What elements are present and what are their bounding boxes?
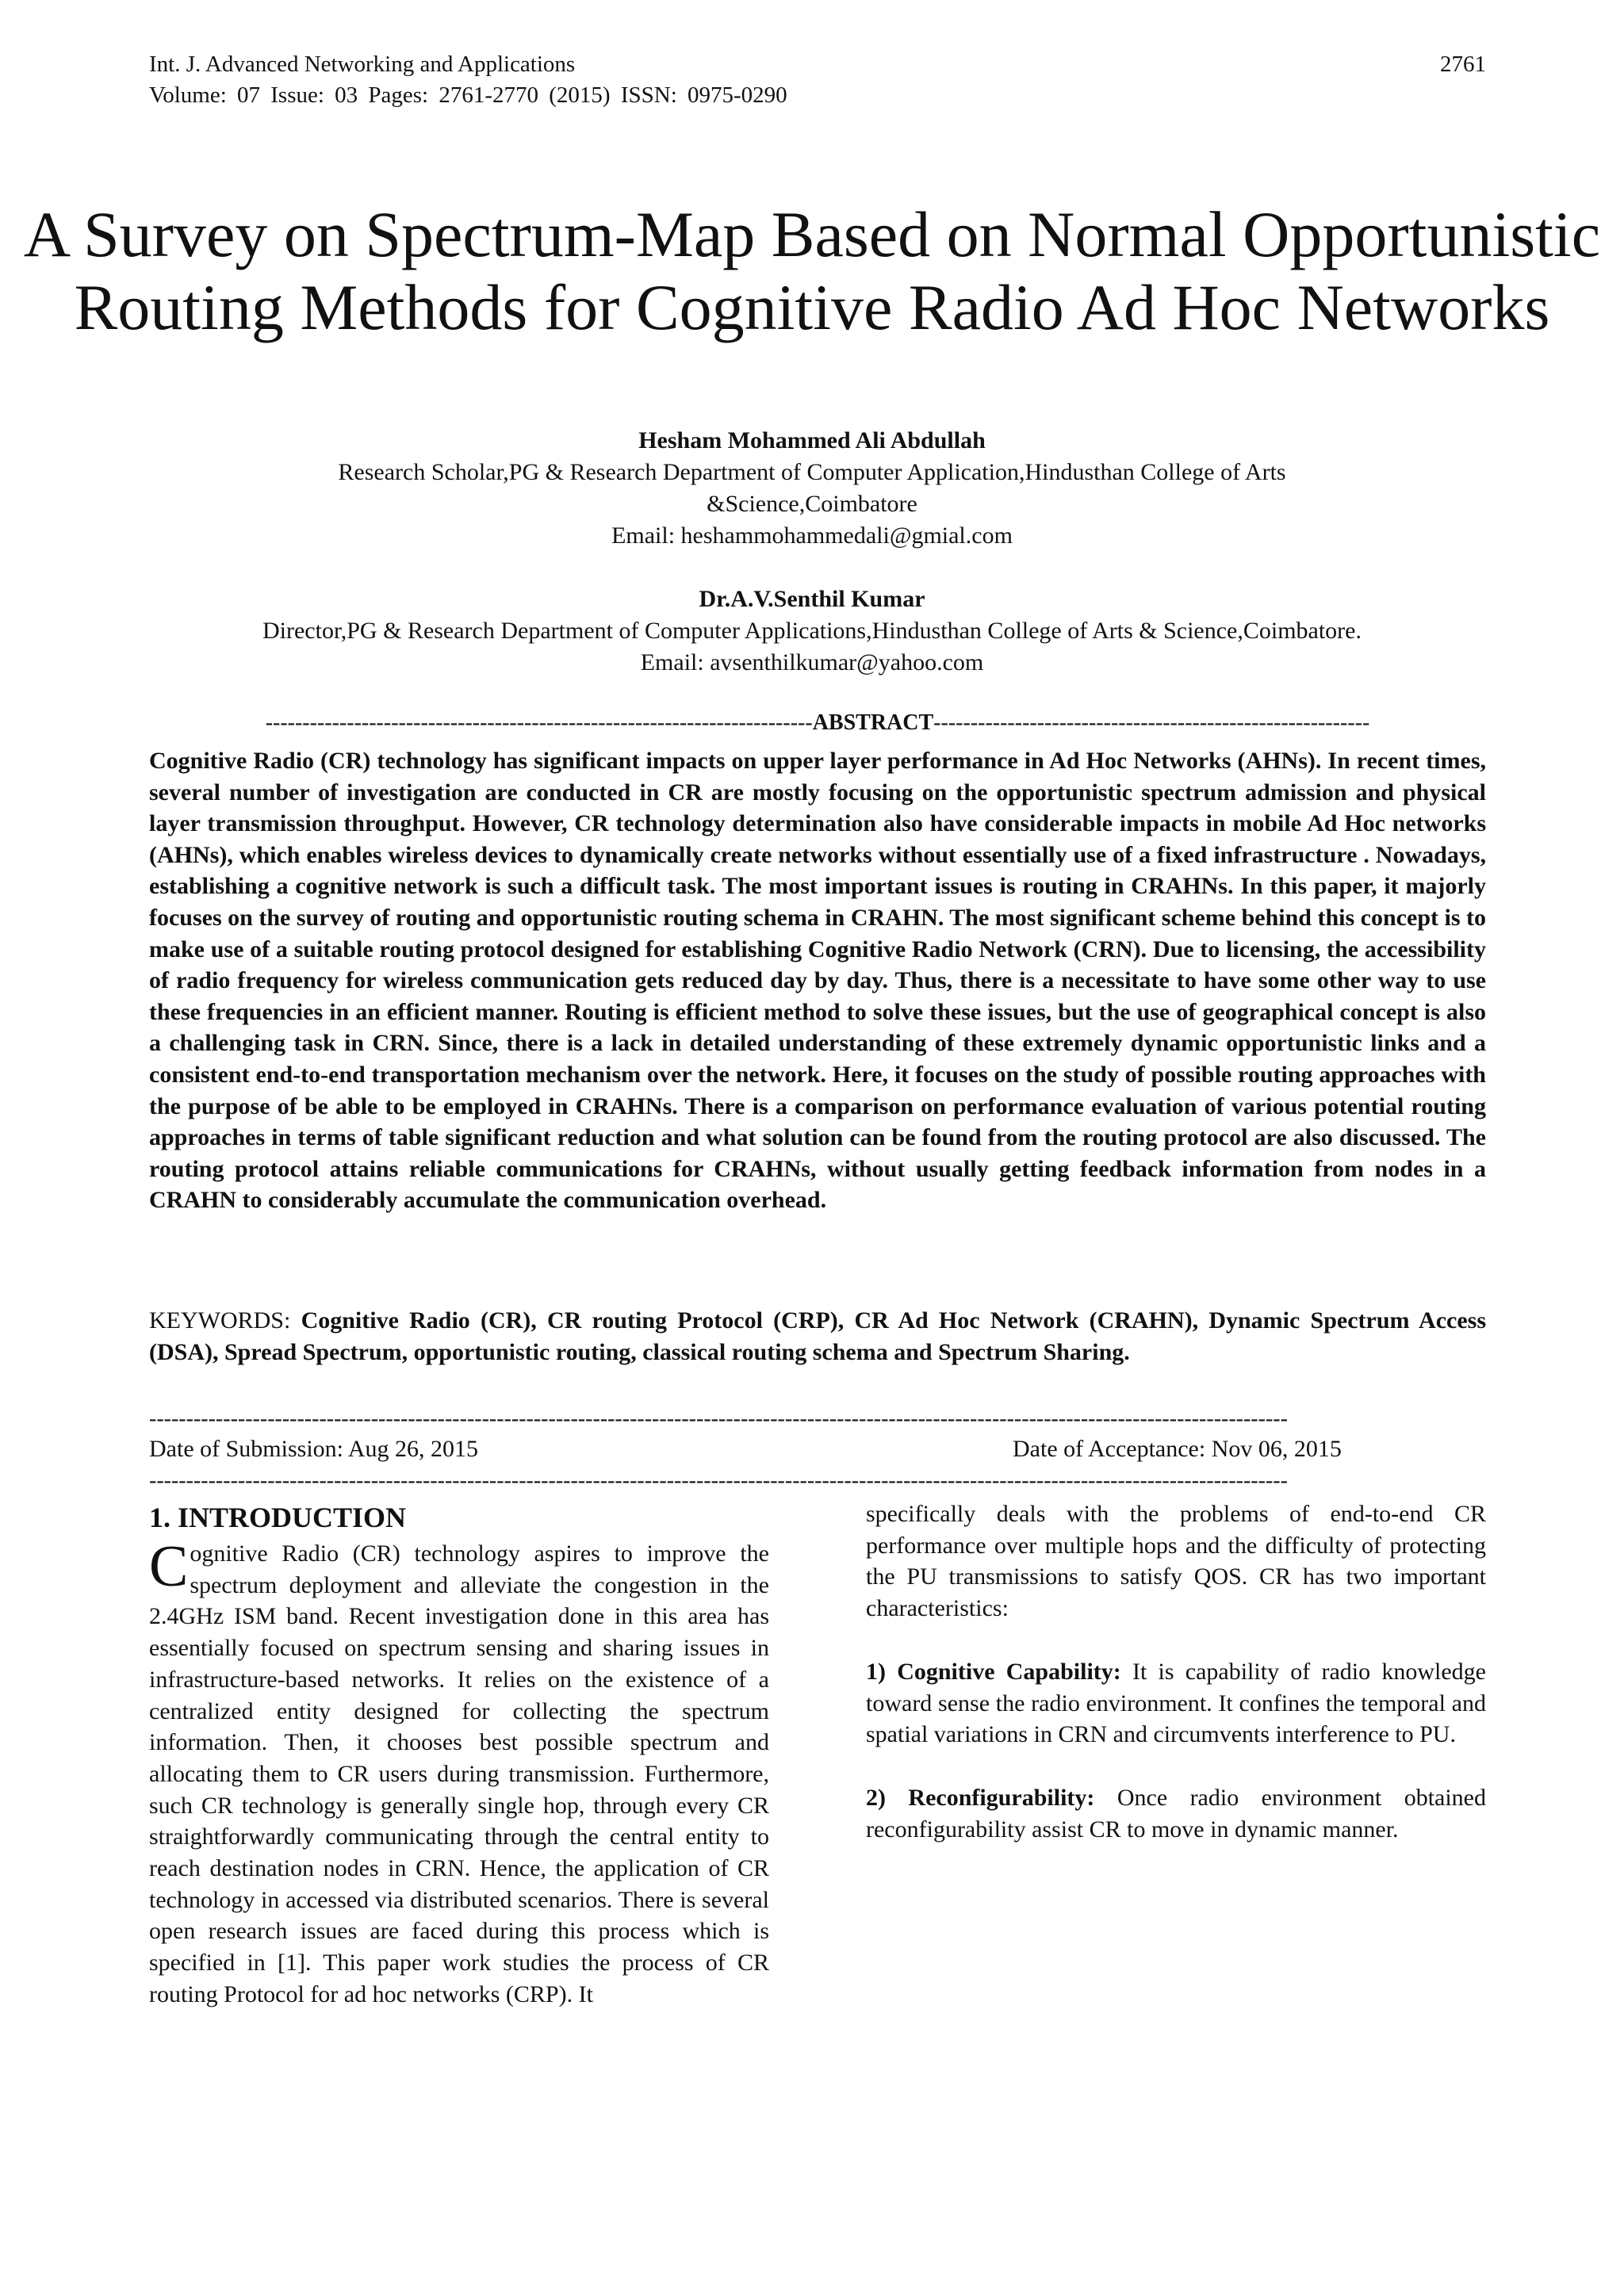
author-email-2: Email: avsenthilkumar@yahoo.com — [640, 649, 984, 675]
paper-title: A Survey on Spectrum-Map Based on Normal Opportunistic Routing Methods for Cognitive Radio Ad Hoc Networks — [23, 198, 1601, 343]
introduction-paragraph — [149, 1534, 769, 2011]
abstract-label: ABSTRACT — [812, 710, 934, 735]
keywords-label: KEYWORDS: — [149, 1307, 291, 1334]
keywords-text: Cognitive Radio (CR), CR routing Protocol (CRP), CR Ad Hoc Network (CRAHN), Dynamic Spectrum Access (DSA), Spread Spectrum, opportunistic routing, classical routing schema and Spectrum Sharing. — [149, 1307, 1487, 1365]
submission-date: Date of Submission: Aug 26, 2015 — [149, 1436, 479, 1462]
author-affiliation-1-cont: &Science,Coimbatore — [707, 491, 917, 517]
characteristic-cognitive-capability — [866, 1656, 1486, 1751]
abstract-separator — [149, 710, 1486, 736]
introduction-continuation: specifically deals with the problems of end-to-end CR performance over multiple hops and the difficulty of protecting the PU transmissions to satisfy QOS. CR has two important characteristics: — [866, 1501, 1486, 1622]
author-email-1: Email: heshammohammedali@gmial.com — [611, 522, 1013, 549]
drop-cap: C — [149, 1534, 189, 1599]
keywords — [149, 1305, 1486, 1368]
page-number: 2761 — [1440, 52, 1486, 77]
volume-line: Volume: 07 Issue: 03 Pages: 2761-2770 (2015) ISSN: 0975-0290 — [149, 82, 787, 108]
author-name-2: Dr.A.V.Senthil Kumar — [699, 586, 925, 612]
author-name-1: Hesham Mohammed Ali Abdullah — [638, 427, 986, 453]
introduction-body: ognitive Radio (CR) technology aspires to improve the spectrum deployment and alleviate the congestion in the 2.4GHz ISM band. Recent investigation done in this area has essentially focused on spectrum sensing and sharing issues in infrastructure-based networks. It relies on the existence of a centralized entity designed for collecting the spectrum information. Then, it chooses best possible spectrum and allocating them to CR users during transmission. Furthermore, such CR technology is generally single hop, through every CR straightforwardly communicating through the central entity to reach destination nodes in CRN. Hence, the application of CR technology in accessed via distributed scenarios. There is several open research issues are faced during this process which is specified in [1]. This paper work studies the process of CR routing Protocol for ad hoc networks (CRP). It — [149, 1540, 769, 2007]
introduction-right-column — [866, 1498, 1486, 1845]
introduction-left-column — [149, 1498, 769, 2011]
acceptance-date: Date of Acceptance: Nov 06, 2015 — [1013, 1436, 1342, 1462]
characteristic-text: Once radio environment obtained reconfigurability assist CR to move in dynamic manner. — [866, 1784, 1486, 1843]
characteristic-title: 2) Reconfigurability: — [866, 1784, 1095, 1811]
author-affiliation-2: Director,PG & Research Department of Computer Applications,Hindusthan College of Arts & Science,Coimbatore. — [262, 618, 1362, 644]
abstract-text: Cognitive Radio (CR) technology has significant impacts on upper layer performance in Ad Hoc Networks (AHNs). In recent times, several number of investigation are conducted in CR are mostly focusing on the opportunistic spectrum admission and physical layer transmission throughput. However, CR technology determination also have considerable impacts in mobile Ad Hoc networks (AHNs), which enables wireless devices to dynamically create networks without essentially use of a fixed infrastructure . Nowadays, establishing a cognitive network is such a difficult task. The most important issues is routing in CRAHNs. In this paper, it majorly focuses on the survey of routing and opportunistic routing schema in CRAHN. The most significant scheme behind this concept is to make use of a suitable routing protocol designed for establishing Cognitive Radio Network (CRN). Due to licensing, the accessibility of radio frequency for wireless communication gets reduced day by day. Thus, there is a necessitate to have some other way to use these frequencies in an efficient manner. Routing is efficient method to solve these issues, but the use of geographical concept is also a challenging task in CRN. Since, there is a lack in detailed understanding of these extremely dynamic opportunistic links and a consistent end-to-end transportation mechanism over the network. Here, it focuses on the study of possible routing approaches with the purpose of be able to be employed in CRAHNs. There is a comparison on performance evaluation of various potential routing approaches in terms of table significant reduction and what solution can be found from the routing protocol are also discussed. The routing protocol attains reliable communications for CRAHNs, without usually getting feedback information from nodes in a CRAHN to considerably accumulate the communication overhead. — [149, 748, 1486, 1214]
dashes-right: ----------------------------------------------------------- — [933, 710, 1370, 735]
author-affiliation-1: Research Scholar,PG & Research Department of Computer Application,Hindusthan College of Arts — [338, 459, 1286, 485]
introduction-heading: 1. INTRODUCTION — [149, 1502, 407, 1533]
journal-name: Int. J. Advanced Networking and Applications — [149, 52, 576, 77]
dashes-left: -------------------------------------------------------------------------- — [265, 710, 813, 735]
characteristic-title: 1) Cognitive Capability: — [866, 1658, 1121, 1685]
date-separator-bottom: ---------------------------------------------------------------------------------------------------------------------------------------------------------- — [149, 1468, 1288, 1493]
characteristic-reconfigurability — [866, 1782, 1486, 1845]
date-separator-top: ---------------------------------------------------------------------------------------------------------------------------------------------------------- — [149, 1406, 1288, 1431]
characteristic-text: It is capability of radio knowledge toward sense the radio environment. It confines the temporal and spatial variations in CRN and circumvents interference to PU. — [866, 1658, 1486, 1748]
